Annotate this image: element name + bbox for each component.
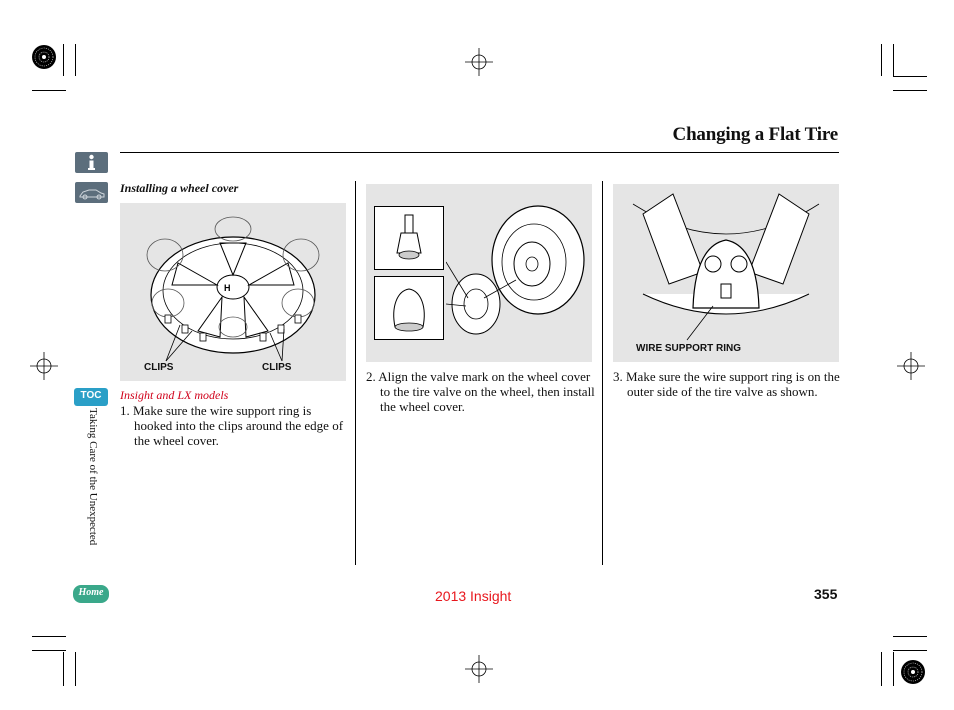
section-heading: Installing a wheel cover [120,181,239,195]
page-number: 355 [814,586,838,602]
valve-mark-icon [375,277,443,339]
figure-valve-alignment [366,184,592,362]
model-note: Insight and LX models [120,388,229,402]
registration-target-right [897,352,925,380]
page-title: Changing a Flat Tire [672,124,838,145]
figure-wheel-cover-clips [120,203,346,381]
column-divider-1 [355,181,356,565]
tire-valve-icon [375,207,443,269]
svg-text:H: H [224,283,231,293]
step-1-text: 1. Make sure the wire support ring is hooked into the clips around the edge of the wheel cover. [120,403,344,448]
car-icon[interactable] [75,182,108,203]
info-icon[interactable] [75,152,108,173]
title-rule [120,152,839,153]
toc-label: TOC [80,390,102,401]
registration-target-bottom [465,655,493,683]
registration-target-top [465,48,493,76]
figure-wire-support-ring [613,184,839,362]
clips-label-right: CLIPS [262,362,292,373]
tire-wheel-illustration [446,204,590,344]
wire-support-ring-illustration [613,184,839,362]
wire-support-ring-label: WIRE SUPPORT RING [636,343,742,354]
home-button[interactable] [73,585,109,603]
column-divider-2 [602,181,603,565]
wheel-cover-illustration [120,203,346,381]
clips-label-left: CLIPS [144,362,174,373]
starburst-mark-top-left [31,44,57,70]
home-label: Home [78,587,104,598]
starburst-mark-bottom-right [900,659,926,685]
registration-target-left [30,352,58,380]
footer-model: 2013 Insight [435,588,512,604]
toc-button[interactable] [74,388,108,406]
step-3-text: 3. Make sure the wire support ring is on the outer side of the tire valve as shown. [613,369,840,399]
tire-valve-inset [374,206,444,270]
valve-cap-inset [374,276,444,340]
step-2-text: 2. Align the valve mark on the wheel cover to the tire valve on the wheel, then install the wheel cover. [366,369,595,414]
side-tab-label: Taking Care of the Unexpected [87,408,99,546]
